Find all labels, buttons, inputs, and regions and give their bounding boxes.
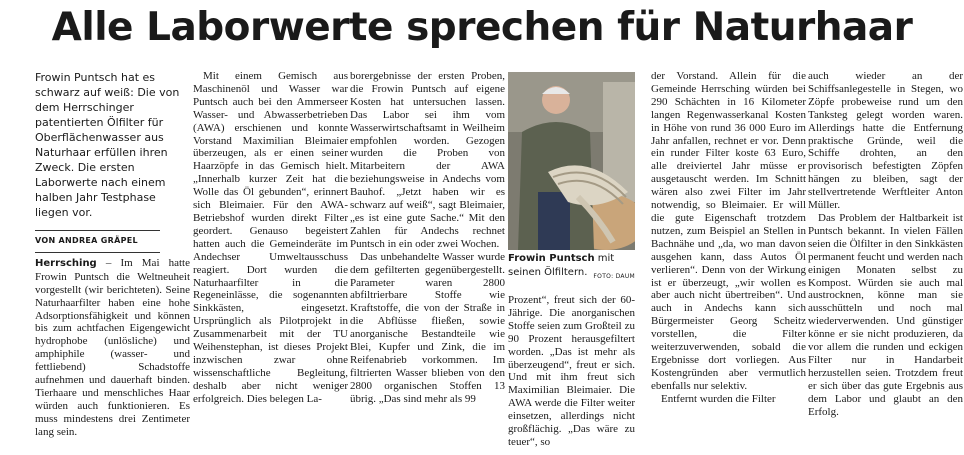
dateline: Herrsching [35,257,97,269]
photo-caption [508,252,635,284]
column-6 [808,70,963,418]
lead-body: – Im Mai hatte Frowin Puntsch die Weltneuheit vorgestellt (wir berichteten). Seine Naturhaarfilter haben eine hohe Adsorptionsfähigkeit und können bis zum achtfachen Eigengewicht hydrophobe (unlösliche) und amphiphile (wasser- und fettliebend) Schadstoffe aufnehmen und dauerhaft binden. Tierhaare und menschliches Haar würden auch funktionieren. Es muss mindestens drei Zentimeter lang sein. [35,256,190,438]
byline-divider-bottom [35,252,160,253]
byline-divider-top [35,230,160,231]
headline: Alle Laborwerte sprechen für Naturhaar [51,5,913,50]
caption-name: Frowin Puntsch [508,253,595,264]
column-4 [508,294,635,449]
photo-credit: FOTO: DAUM [593,273,635,280]
lead-paragraph [35,257,190,439]
teaser: Frowin Puntsch hat es schwarz auf weiß: Die von dem Herrschinger patentierten Ölfilter für Oberflächenwasser aus Naturhaar erfüllen ihren Zweck. Die ersten Laborwerte nach einem halben Jahr Testphase liegen vor. [35,71,180,219]
paragraph: borergebnisse der ersten Proben, die Frowin Puntsch auf eigene Kosten hat untersuchen lassen. Das Labor sei ihm vom Wasserwirtschaftsamt in Weilheim empfohlen worden. Gezogen wurden die Proben von Mitarbeitern der AWA beziehungsweise in Andechs vom Bauhof. „Jetzt haben wir es schwarz auf weiß“, sagt Bleimaier, „es ist eine gute Sache.“ Mit den Zahlen für Andechs rechnet Puntsch in ein oder zwei Wochen. [350,70,505,250]
paragraph: Das Problem der Haltbarkeit ist Puntsch bekannt. In vielen Fällen seien die Ölfilter in den Sinkkästen permanent feucht und werden nach einigen Monaten selbst zu Kompost. Würden sie auch mal austrocknen, könne man sie ausschütteln und noch mal wiederverwenden. Und günstiger könne er sie nicht produzieren, da vor allem die runden und eckigen Filter nur in Handarbeit herzustellen seien. Trotzdem freut er sich über das gute Ergebnis aus dem Labor und glaubt an den Erfolg. [808,211,963,418]
paragraph: Entfernt wurden die Filter [661,392,776,405]
photo-illustration [508,72,635,250]
column-5 [651,70,806,406]
column-2 [193,70,348,406]
article-photo [508,72,635,250]
paragraph: der Vorstand. Allein für die Gemeinde Herrsching würden bei 290 Schächten in 16 Kilometer langen Regenwasserkanal Kosten in Höhe von rund 36 000 Euro im Jahr anfallen, rechnet er vor. Denn ein runder Filter koste 63 Euro, alle dreiviertel Jahr müsse er ausgetauscht werden. Im Schnitt wären also zwei Filter im Jahr notwendig, so Bleimaier. Er will die gute Eigenschaft trotzdem nutzen, zum Beispiel an Stellen in Bachnähe und „da, wo man davon ausgehen kann, dass Autos Öl verlieren“. Denn von der Wirkung ist er überzeugt, „wir wollen es aber auch nicht übertreiben“. Und auch in Andechs kann sich Bürgermeister Georg Scheitz vorstellen, die Filter weiterzuverwenden, sobald die Ergebnisse dort vorliegen. Aus Kostengründen aber vermutlich ebenfalls nur selektiv. [651,70,806,392]
byline: VON ANDREA GRÄPEL [35,236,138,245]
paragraph: Prozent“, freut sich der 60-Jährige. Die anorganischen Stoffe seien zum Großteil zu 90 Prozent herausgefiltert worden. „Das ist mehr als überzeugend“, freut er sich. Und mit ihm freut sich Maximilian Bleimaier. Die AWA werde die Filter weiter einsetzen, allerdings nicht großflächig. „Das wäre zu teuer“, so [508,294,635,448]
caption-text: mit seinen Ölfiltern. [508,253,615,278]
paragraph: Mit einem Gemisch aus Maschinenöl und Wasser war Puntsch auch bei den Ammerseer Wasser- und Abwasserbetrieben (AWA) erschienen und konnte Vorstand Maximilian Bleimaier überzeugen, als er einen seiner Haarzöpfe in das Gemisch hielt. „Innerhalb kurzer Zeit hat die Wolle das Öl gebunden“, erinnert sich Bleimaier. Für den AWA-Betriebshof wurden direkt Filter geordert. Genauso begeistert hatten auch die Gemeinderäte im Andechser Umweltausschuss reagiert. Dort wurden die Naturhaarfilter in die Regeneinlässe, die sogenannten Sinkkästen, eingesetzt. Ursprünglich als Pilotprojekt in Zusammenarbeit mit der TU Weihenstephan, ist dieses Projekt inzwischen zwar ohne wissenschaftliche Begleitung, deshalb aber nicht weniger erfolgreich. Dies belegen La- [193,70,348,405]
column-1 [35,70,190,439]
paragraph: auch wieder an der Schiffsanlegestelle in Stegen, wo Zöpfe probeweise rund um den Tanksteg gelegt worden waren. Allerdings hatte die Entfernung praktische Gründe, weil die Schiffe drohten, an den provisorisch befestigten Zöpfen hängen zu bleiben, sagt der stellvertretende Werftleiter Anton Müller. [808,70,963,212]
paragraph: Das unbehandelte Wasser wurde dem gefilterten gegenübergestellt. Parameter waren 2800 abfiltrierbare Stoffe wie Kraftstoffe, die von der Straße in die Abflüsse fließen, sowie anorganische Bestandteile wie Blei, Kupfer und Zink, die im Reifenabrieb vorkommen. Im filtrierten Wasser blieben von den 2800 organischen Stoffen 13 übrig. „Das sind mehr als 99 [350,250,505,405]
column-3 [350,70,505,406]
